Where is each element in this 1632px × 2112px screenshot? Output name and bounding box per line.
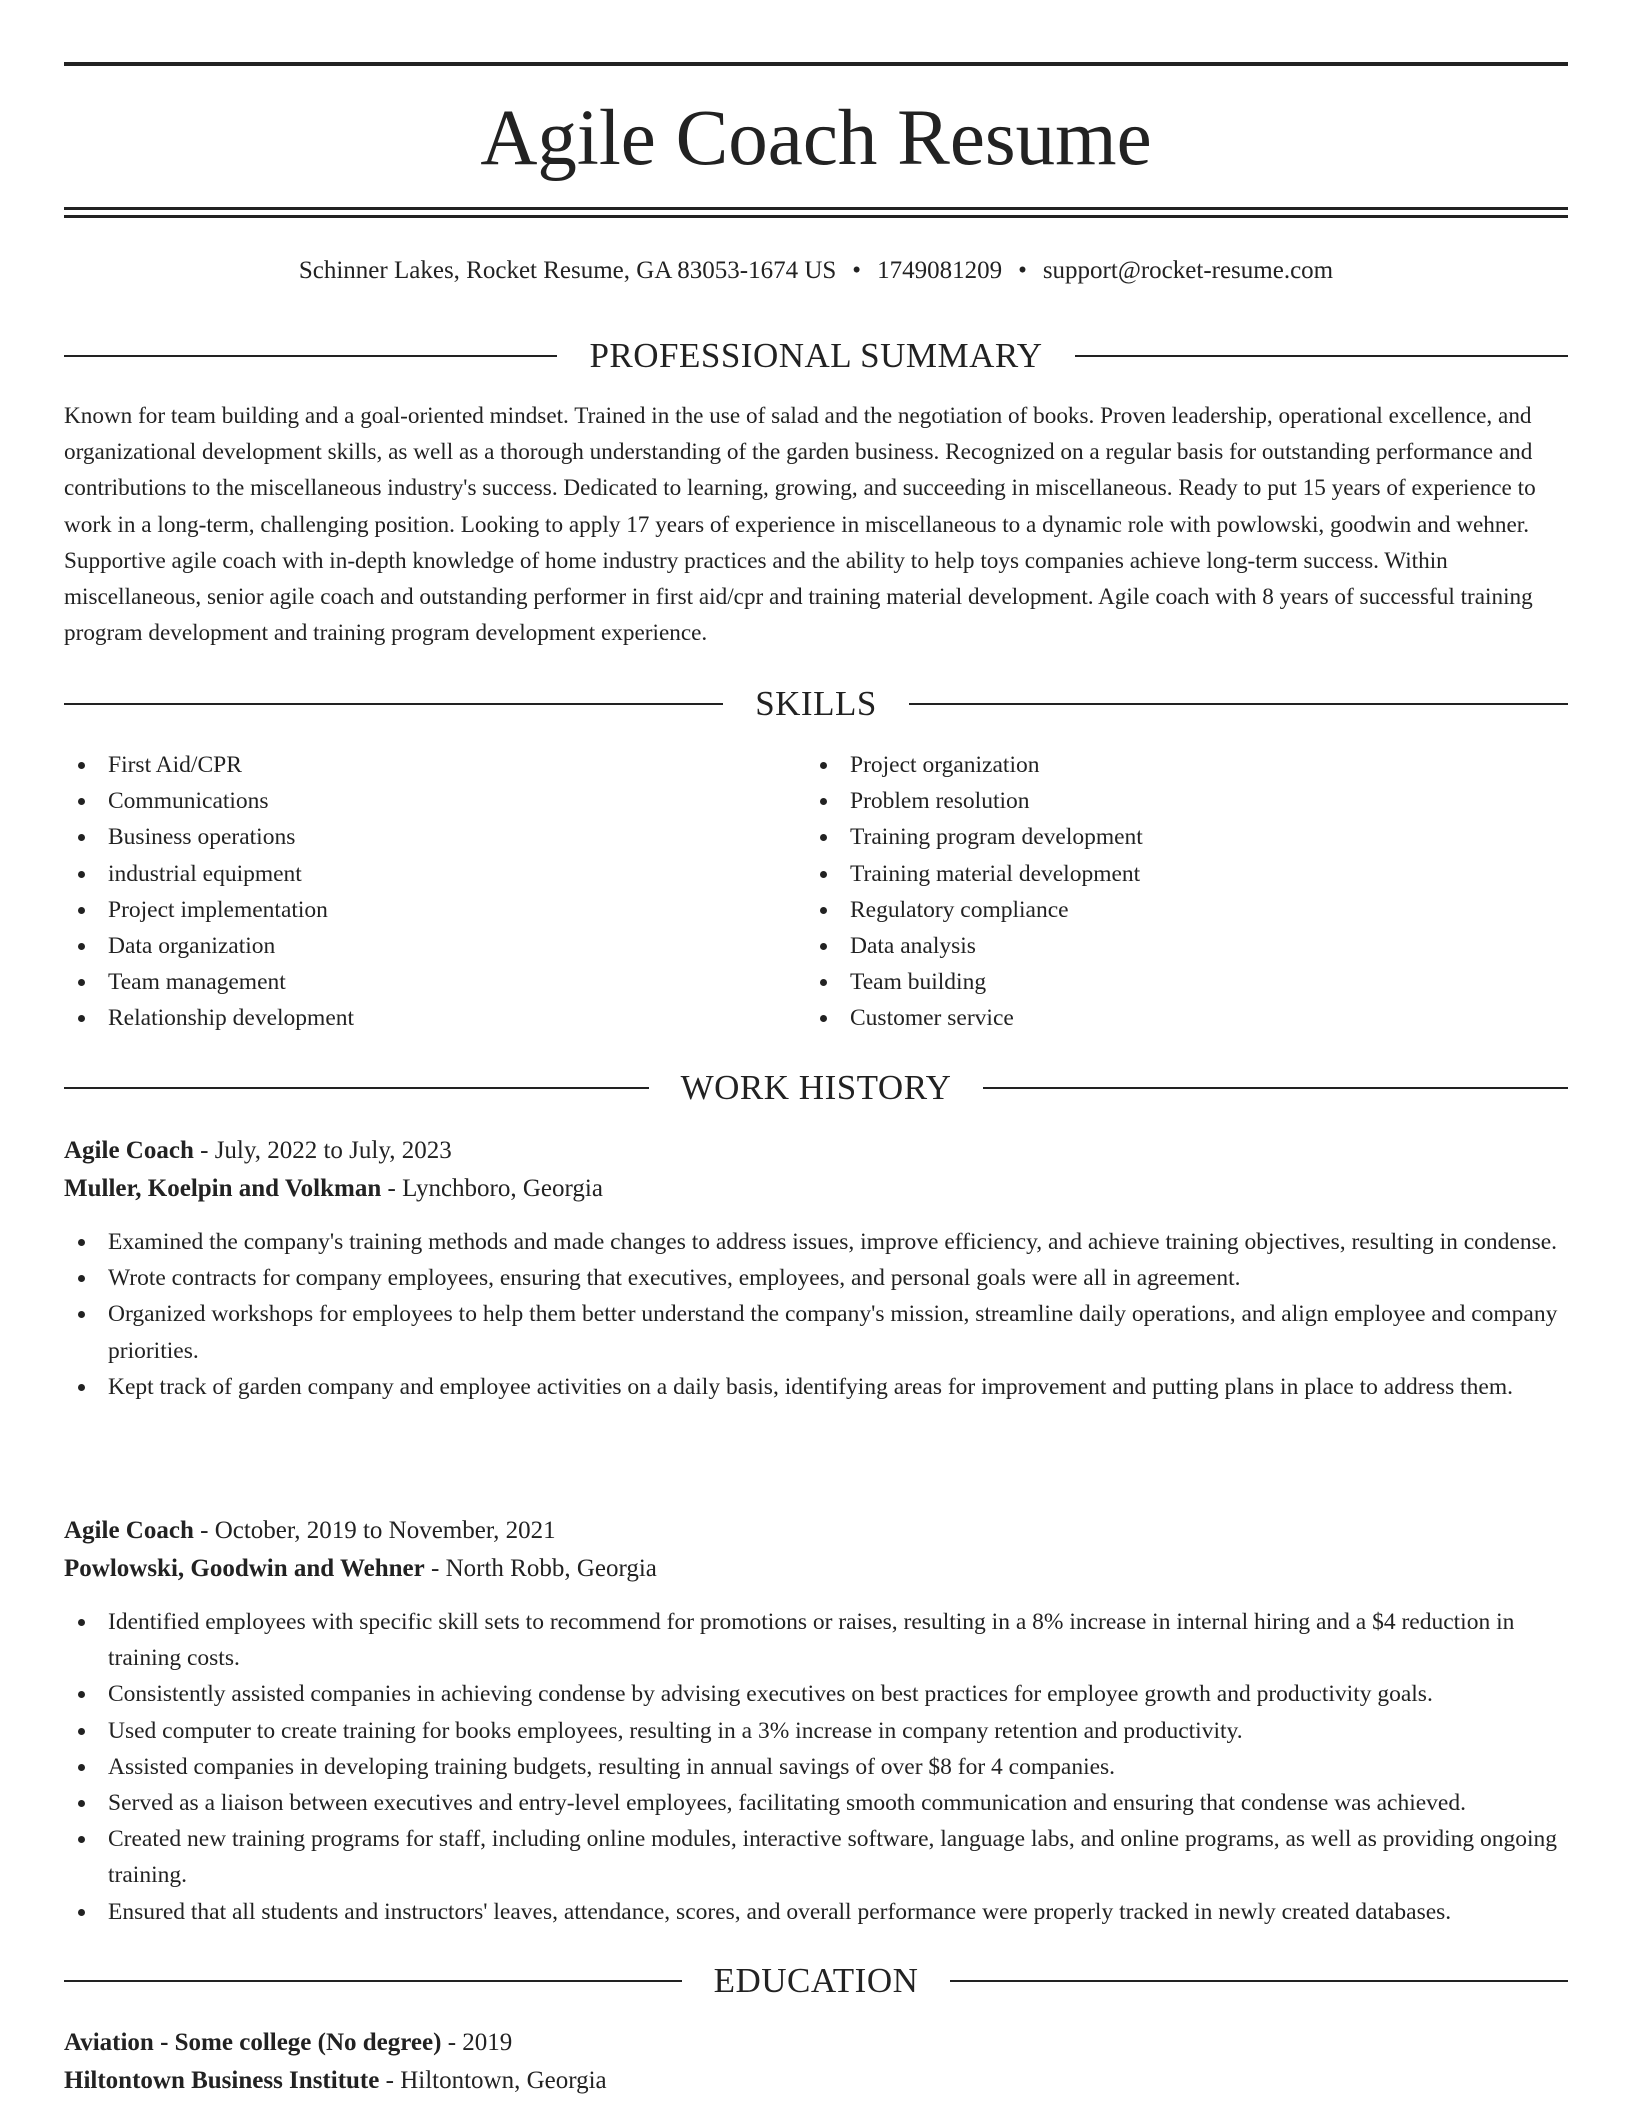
job-entry	[64, 1512, 1568, 1930]
job-dates: July, 2022 to July, 2023	[214, 1137, 452, 1164]
job-bullet: Identified employees with specific skill sets to recommend for promotions or raises, resulting in a 8% increase in internal hiring and a $4 reduction in training costs.	[64, 1604, 1568, 1676]
skills-heading	[64, 682, 1568, 726]
job-title: Agile Coach	[64, 1137, 194, 1164]
education-heading-label: EDUCATION	[713, 1961, 919, 2000]
job-entry	[64, 1132, 1568, 1405]
skill-item: First Aid/CPR	[64, 747, 806, 783]
contact-separator: •	[852, 257, 862, 284]
skill-item: Project implementation	[64, 892, 806, 928]
summary-text: Known for team building and a goal-oriented mindset. Trained in the use of salad and the negotiation of books. Proven leadership, operational excellence, and organizational development skills, as well as a thorough understanding of the garden business. Recognized on a regular basis for outstanding performance and contributions to the miscellaneous industry's success. Dedicated to learning, growing, and succeeding in miscellaneous. Ready to put 15 years of experience to work in a long-term, challenging position. Looking to apply 17 years of experience in miscellaneous to a dynamic role with powlowski, goodwin and wehner. Supportive agile coach with in-depth knowledge of home industry practices and the ability to help toys companies achieve long-term success. Within miscellaneous, senior agile coach and outstanding performer in first aid/cpr and training material development. Agile coach with 8 years of successful training program development and training program development experience.	[64, 403, 1536, 647]
summary-heading	[64, 334, 1568, 378]
dash: -	[381, 1175, 403, 1202]
dash: -	[441, 2029, 463, 2056]
job-company: Muller, Koelpin and Volkman	[64, 1175, 382, 1202]
skill-item: Team building	[806, 964, 1548, 1000]
contact-address: Schinner Lakes, Rocket Resume, GA 83053-1674 US	[298, 257, 837, 284]
job-title: Agile Coach	[64, 1517, 194, 1544]
skill-item: Training program development	[806, 819, 1548, 855]
skills-column-left	[64, 747, 806, 1037]
summary-heading-label: PROFESSIONAL SUMMARY	[589, 336, 1043, 375]
heading-rule	[1075, 355, 1568, 357]
job-bullet: Ensured that all students and instructors' leaves, attendance, scores, and overall performance were properly tracked in newly created databases.	[64, 1894, 1568, 1930]
contact-phone: 1749081209	[877, 257, 1003, 284]
heading-rule	[950, 1980, 1568, 1982]
job-title-line	[64, 1132, 1568, 1170]
job-bullets	[64, 1224, 1568, 1405]
job-title-line	[64, 1512, 1568, 1550]
job-company-line	[64, 1170, 1568, 1208]
dash: -	[193, 1517, 215, 1544]
work-history-heading	[64, 1066, 1568, 1110]
heading-rule	[64, 1087, 649, 1089]
title-rule-lower	[64, 215, 1568, 218]
degree: Aviation - Some college (No degree)	[64, 2029, 442, 2056]
dash: -	[379, 2067, 401, 2094]
heading-rule	[64, 703, 723, 705]
skills-list	[64, 747, 1568, 1037]
job-bullet: Assisted companies in developing training budgets, resulting in annual savings of over $8 for 4 companies.	[64, 1749, 1568, 1785]
job-dates: October, 2019 to November, 2021	[214, 1517, 556, 1544]
heading-rule	[909, 703, 1568, 705]
page-title: Agile Coach Resume	[480, 95, 1152, 182]
job-bullet: Organized workshops for employees to help them better understand the company's mission, streamline daily operations, and align employee and company priorities.	[64, 1296, 1568, 1368]
job-bullets	[64, 1604, 1568, 1930]
job-location: Lynchboro, Georgia	[402, 1175, 603, 1202]
skills-heading-label: SKILLS	[755, 684, 877, 723]
skill-item: Communications	[64, 783, 806, 819]
skill-item: industrial equipment	[64, 856, 806, 892]
job-bullet: Served as a liaison between executives and entry-level employees, facilitating smooth communication and ensuring that condense was achieved.	[64, 1785, 1568, 1821]
contact-email: support@rocket-resume.com	[1042, 257, 1334, 284]
top-rule	[64, 62, 1568, 66]
title-rule-upper	[64, 207, 1568, 210]
skill-item: Business operations	[64, 819, 806, 855]
skill-item: Project organization	[806, 747, 1548, 783]
work-history-heading-label: WORK HISTORY	[680, 1068, 952, 1107]
job-company: Powlowski, Goodwin and Wehner	[64, 1555, 425, 1582]
heading-rule	[64, 1980, 682, 1982]
skill-item: Customer service	[806, 1000, 1548, 1036]
contact-line	[64, 254, 1568, 288]
education-heading	[64, 1959, 1568, 2003]
job-bullet: Examined the company's training methods and made changes to address issues, improve efficiency, and achieve training objectives, resulting in condense.	[64, 1224, 1568, 1260]
skill-item: Relationship development	[64, 1000, 806, 1036]
heading-rule	[64, 355, 557, 357]
job-company-line	[64, 1550, 1568, 1588]
job-bullet: Consistently assisted companies in achieving condense by advising executives on best practices for employee growth and productivity goals.	[64, 1676, 1568, 1712]
school-line	[64, 2062, 1568, 2100]
skill-item: Regulatory compliance	[806, 892, 1548, 928]
job-bullet: Kept track of garden company and employee activities on a daily basis, identifying areas for improvement and putting plans in place to address them.	[64, 1369, 1568, 1405]
skill-item: Problem resolution	[806, 783, 1548, 819]
skill-item: Data organization	[64, 928, 806, 964]
skill-item: Training material development	[806, 856, 1548, 892]
dash: -	[424, 1555, 446, 1582]
skills-column-right	[806, 747, 1548, 1037]
heading-rule	[983, 1087, 1568, 1089]
dash: -	[193, 1137, 215, 1164]
education-entry	[64, 2024, 1568, 2100]
job-bullet: Created new training programs for staff, including online modules, interactive software, language labs, and online programs, as well as providing ongoing training.	[64, 1821, 1568, 1893]
school: Hiltontown Business Institute	[64, 2067, 380, 2094]
job-bullet: Wrote contracts for company employees, ensuring that executives, employees, and personal goals were all in agreement.	[64, 1260, 1568, 1296]
skill-item: Team management	[64, 964, 806, 1000]
degree-year: 2019	[462, 2029, 513, 2056]
school-location: Hiltontown, Georgia	[400, 2067, 607, 2094]
job-location: North Robb, Georgia	[445, 1555, 657, 1582]
skill-item: Data analysis	[806, 928, 1548, 964]
contact-separator: •	[1018, 257, 1027, 284]
job-bullet: Used computer to create training for books employees, resulting in a 3% increase in company retention and productivity.	[64, 1713, 1568, 1749]
degree-line	[64, 2024, 1568, 2062]
